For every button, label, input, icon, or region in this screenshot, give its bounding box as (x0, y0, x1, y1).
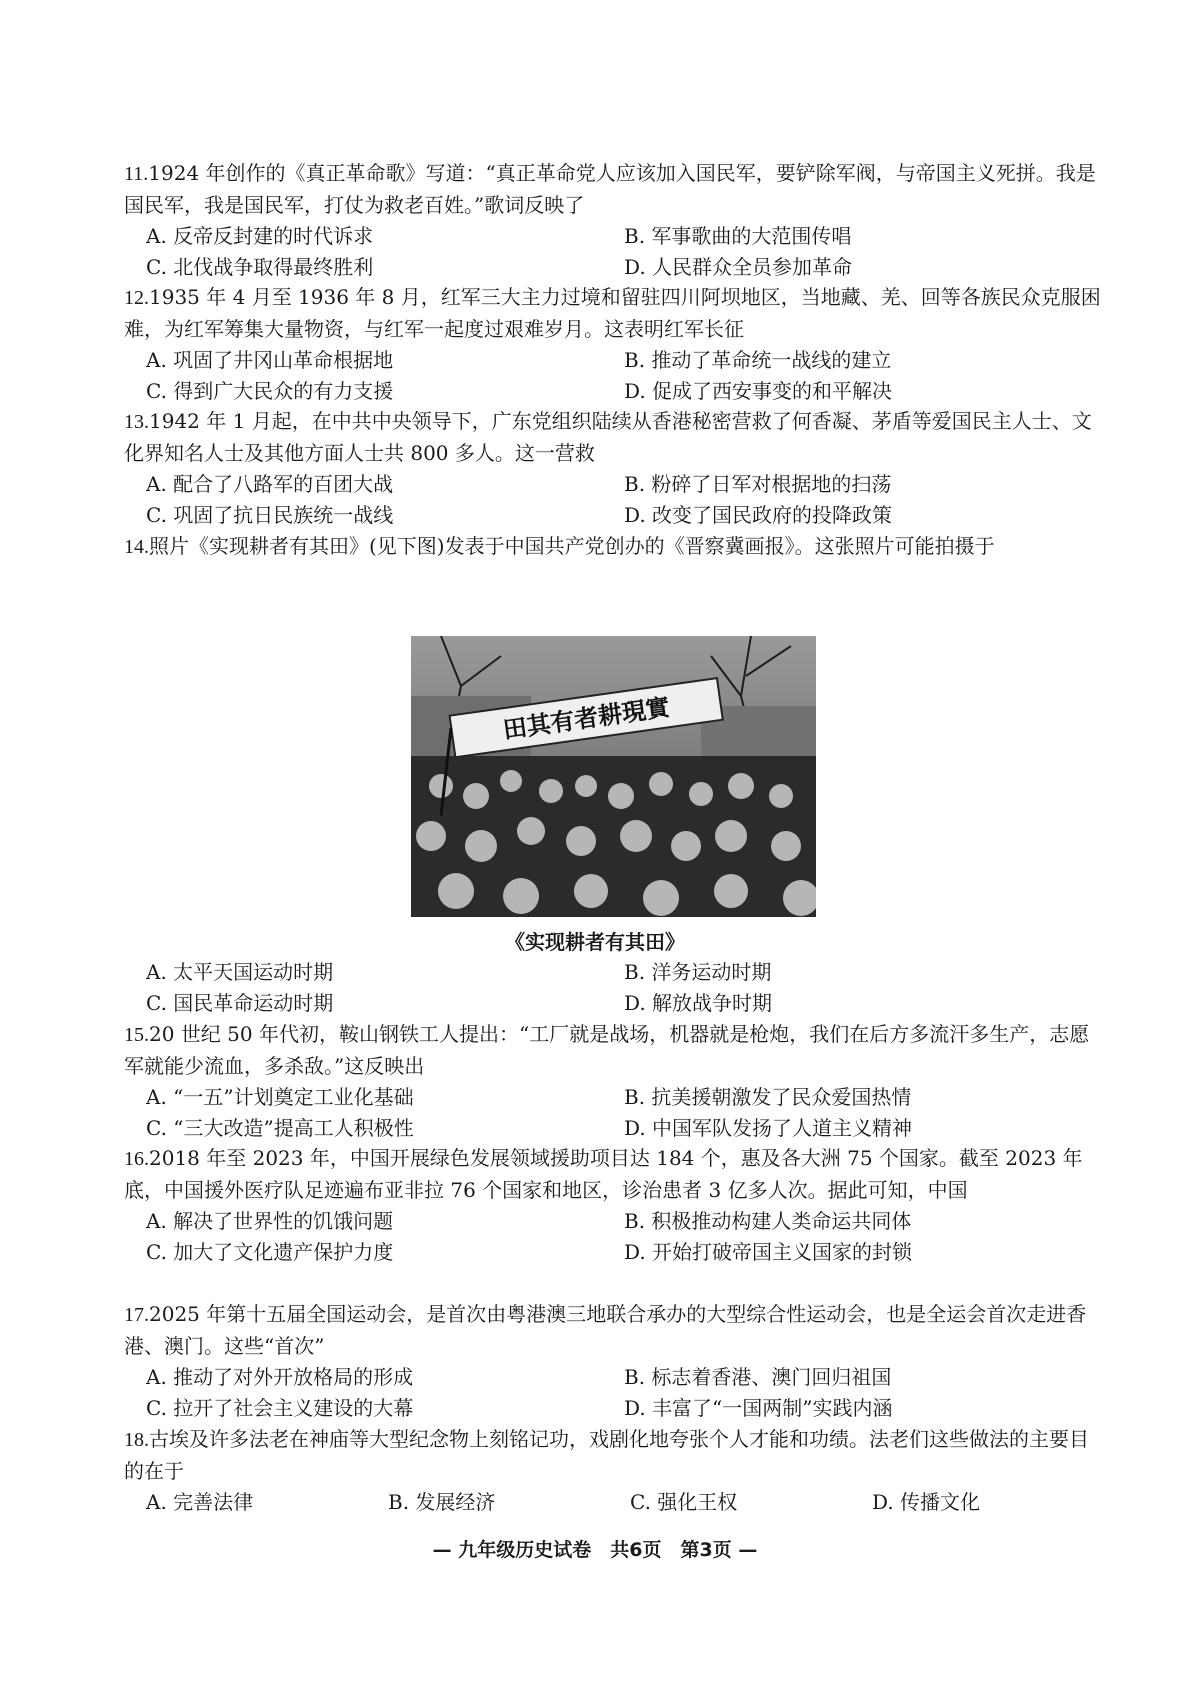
options (124, 1082, 1104, 1144)
question-11 (124, 158, 1104, 283)
question-number: 17. (124, 1304, 149, 1326)
option-b: B. 发展经济 (388, 1490, 496, 1514)
option-d: D. 中国军队发扬了人道主义精神 (624, 1116, 913, 1140)
question-stem: 20 世纪 50 年代初，鞍山钢铁工人提出：“工厂就是战场，机器就是枪炮，我们在后方多流汗多生产，志愿军就能少流血，多杀敌。”这反映出 (124, 1022, 1090, 1078)
options (124, 345, 1104, 407)
question-number: 14. (124, 536, 149, 558)
question-stem: 古埃及许多法老在神庙等大型纪念物上刻铭记功，戏剧化地夸张个人才能和功绩。法老们这些做法的主要目的在于 (124, 1427, 1089, 1483)
option-a: A. 巩固了井冈山革命根据地 (146, 348, 394, 372)
question-17 (124, 1299, 1104, 1424)
option-a: A. 太平天国运动时期 (146, 960, 334, 984)
question-stem: 1935 年 4 月至 1936 年 8 月，红军三大主力过境和留驻四川阿坝地区，当地藏、羌、回等各族民众克服困难，为红军筹集大量物资，与红军一起度过艰难岁月。这表明红军长征 (124, 285, 1101, 341)
question-number: 11. (124, 163, 149, 185)
option-b: B. 积极推动构建人类命运共同体 (624, 1209, 912, 1233)
question-stem: 照片《实现耕者有其田》(见下图)发表于中国共产党创办的《晋察冀画报》。这张照片可能拍摄于 (149, 534, 995, 558)
question-stem: 2018 年至 2023 年，中国开展绿色发展领域援助项目达 184 个，惠及各大洲 75 个国家。截至 2023 年底，中国援外医疗队足迹遍布亚非拉 76 个国家和地区，诊治患者 3 亿多人次。据此可知，中国 (124, 1146, 1083, 1202)
figure-caption: 《实现耕者有其田》 (505, 930, 685, 954)
question-number: 12. (124, 287, 149, 309)
question-stem: 1942 年 1 月起，在中共中央领导下，广东党组织陆续从香港秘密营救了何香凝、茅盾等爱国民主人士、文化界知名人士及其他方面人士共 800 多人。这一营救 (124, 409, 1092, 465)
option-c: C. 得到广大民众的有力支援 (146, 379, 394, 403)
historical-photo (411, 636, 816, 917)
option-d: D. 解放战争时期 (624, 991, 773, 1015)
question-18 (124, 1424, 1104, 1518)
option-b: B. 推动了革命统一战线的建立 (624, 348, 892, 372)
option-b: B. 军事歌曲的大范围传唱 (624, 224, 852, 248)
option-b: B. 粉碎了日军对根据地的扫荡 (624, 472, 892, 496)
option-d: D. 促成了西安事变的和平解决 (624, 379, 893, 403)
option-d: D. 丰富了“一国两制”实践内涵 (624, 1396, 893, 1420)
question-12 (124, 282, 1104, 407)
options (124, 1487, 1104, 1518)
option-c: C. 巩固了抗日民族统一战线 (146, 503, 394, 527)
option-a: A. 完善法律 (146, 1490, 254, 1514)
option-c: C. 加大了文化遗产保护力度 (146, 1240, 394, 1264)
options (124, 1362, 1104, 1424)
option-c: C. 强化王权 (630, 1490, 738, 1514)
option-d: D. 人民群众全员参加革命 (624, 255, 853, 279)
question-stem: 2025 年第十五届全国运动会，是首次由粤港澳三地联合承办的大型综合性运动会，也是全运会首次走进香港、澳门。这些“首次” (124, 1302, 1087, 1358)
options (124, 469, 1104, 531)
question-15 (124, 1019, 1104, 1144)
page-footer: — 九年级历史试卷 共6页 第3页 — (432, 1539, 758, 1561)
option-a: A. “一五”计划奠定工业化基础 (146, 1085, 414, 1109)
options (124, 1206, 1104, 1268)
option-b: B. 抗美援朝激发了民众爱国热情 (624, 1085, 912, 1109)
option-d: D. 传播文化 (872, 1490, 981, 1514)
options (124, 957, 1104, 1019)
question-16 (124, 1143, 1104, 1268)
option-b: B. 标志着香港、澳门回归祖国 (624, 1365, 892, 1389)
option-c: C. 北伐战争取得最终胜利 (146, 255, 374, 279)
question-14 (124, 531, 1104, 563)
option-a: A. 配合了八路军的百团大战 (146, 472, 394, 496)
question-number: 18. (124, 1429, 149, 1451)
option-b: B. 洋务运动时期 (624, 960, 772, 984)
question-number: 16. (124, 1148, 149, 1170)
banner-text: 田其有者耕現實 (501, 693, 672, 745)
question-14-options (124, 957, 1104, 1019)
option-c: C. 拉开了社会主义建设的大幕 (146, 1396, 414, 1420)
question-13 (124, 406, 1104, 531)
option-c: C. 国民革命运动时期 (146, 991, 334, 1015)
option-c: C. “三大改造”提高工人积极性 (146, 1116, 414, 1140)
question-stem: 1924 年创作的《真正革命歌》写道：“真正革命党人应该加入国民军，要铲除军阀，与帝国主义死拼。我是国民军，我是国民军，打仗为救老百姓。”歌词反映了 (124, 161, 1096, 217)
option-d: D. 改变了国民政府的投降政策 (624, 503, 893, 527)
option-a: A. 解决了世界性的饥饿问题 (146, 1209, 394, 1233)
option-a: A. 推动了对外开放格局的形成 (146, 1365, 414, 1389)
question-number: 13. (124, 411, 149, 433)
question-number: 15. (124, 1024, 149, 1046)
option-d: D. 开始打破帝国主义国家的封锁 (624, 1240, 913, 1264)
option-a: A. 反帝反封建的时代诉求 (146, 224, 374, 248)
options (124, 221, 1104, 283)
